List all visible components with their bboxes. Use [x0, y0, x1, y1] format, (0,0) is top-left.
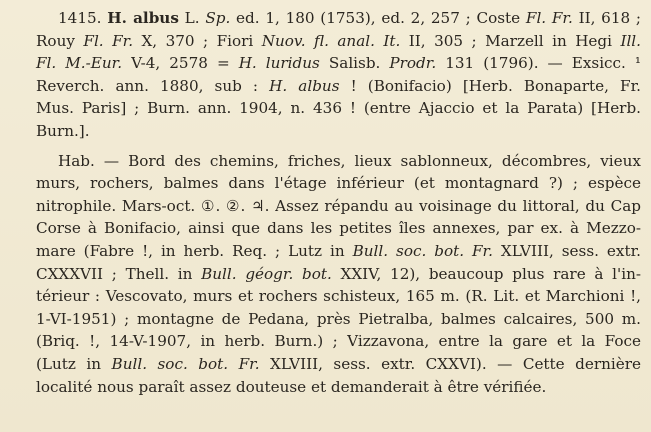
text-line [14, 217, 641, 240]
italic-reference: Ill. [620, 31, 641, 50]
species-name: H. albus [107, 9, 179, 27]
text-run: localité nous paraît assez douteuse et demanderait à être vérifiée. [36, 377, 547, 396]
text-line [14, 7, 641, 30]
text-run: Mus. Paris] ; Burn. ann. 1904, n. 436 ! (entre Ajaccio et la Parata) [Herb. [36, 99, 641, 118]
text-run: XXIV, 12), beaucoup plus rare à l'in- [331, 264, 641, 283]
text-line [14, 240, 641, 263]
text-run: V-4, 2578 = [122, 54, 239, 73]
text-run: ! (Bonifacio) [Herb. Bonaparte, Fr. [339, 76, 642, 95]
text-run: Burn.]. [36, 121, 90, 140]
text-run: 131 (1796). — Exsicc. ¹ [436, 54, 641, 73]
text-line [14, 263, 641, 286]
text-line [14, 97, 641, 120]
text-run: Salisb. [319, 54, 390, 73]
text-run: nitrophile. Mars-oct. ①. ②. ♃. Assez répandu au voisinage du littoral, du Cap [36, 196, 641, 215]
text-run: Corse à Bonifacio, ainsi que dans les petites îles annexes, par ex. à Mezzo- [36, 219, 641, 238]
italic-reference: Fl. M.-Eur. [36, 54, 123, 73]
text-line [14, 150, 641, 173]
italic-reference: H. albus [269, 76, 340, 95]
italic-reference: H. luridus [238, 54, 320, 73]
text-line [14, 330, 641, 353]
text-line [14, 172, 641, 195]
italic-reference: Sp. [205, 9, 231, 27]
text-run: II, 618 ; [572, 9, 642, 27]
text-line [14, 52, 641, 75]
text-run: mare (Fabre !, in herb. Req. ; Lutz in [36, 241, 353, 260]
text-line [14, 285, 641, 308]
text-run: XLVIII, sess. extr. [492, 241, 641, 260]
text-run: 1-VI-1951) ; montagne de Pedana, près Pietralba, balmes calcaires, 500 m. [36, 309, 641, 328]
text-run: L. [178, 9, 206, 27]
italic-reference: Fl. Fr. [525, 9, 573, 27]
text-run: térieur : Vescovato, murs et rochers schisteux, 165 m. (R. Lit. et Marchioni !, [36, 287, 641, 306]
italic-reference: Bull. géogr. bot. [201, 264, 332, 283]
text-run: 1415. [58, 9, 108, 27]
italic-reference: Nuov. fl. anal. It. [261, 31, 401, 50]
text-run: CXXXVII ; Thell. in [36, 264, 202, 283]
text-run: II, 305 ; Marzell in Hegi [400, 31, 621, 50]
species-entry [14, 7, 641, 143]
text-line [14, 195, 641, 218]
text-run: (Briq. !, 14-V-1907, in herb. Burn.) ; Vizzavona, entre la gare et la Foce [36, 332, 641, 351]
text-line [14, 30, 641, 53]
text-run: Reverch. ann. 1880, sub : [36, 76, 270, 95]
text-line [14, 75, 641, 98]
italic-reference: Bull. soc. bot. Fr. [352, 241, 493, 260]
italic-reference: Fl. Fr. [83, 31, 134, 50]
italic-reference: Prodr. [389, 54, 437, 73]
text-run: murs, rochers, balmes dans l'étage inférieur (et montagnard ?) ; espèce [36, 174, 641, 193]
text-run: ed. 1, 180 (1753), ed. 2, 257 ; Coste [230, 9, 526, 27]
habitat-paragraph [14, 150, 641, 399]
italic-reference: Bull. soc. bot. Fr. [111, 354, 260, 373]
text-run: Hab. — Bord des chemins, friches, lieux sablonneux, décombres, vieux [58, 151, 641, 170]
text-run: XLVIII, sess. extr. CXXVI). — Cette dernière [259, 354, 641, 373]
text-run: Rouy [36, 31, 84, 50]
text-run: (Lutz in [36, 354, 112, 373]
text-line [14, 120, 641, 143]
text-line [14, 376, 641, 399]
text-line [14, 308, 641, 331]
text-run: X, 370 ; Fiori [133, 31, 262, 50]
text-line [14, 353, 641, 376]
